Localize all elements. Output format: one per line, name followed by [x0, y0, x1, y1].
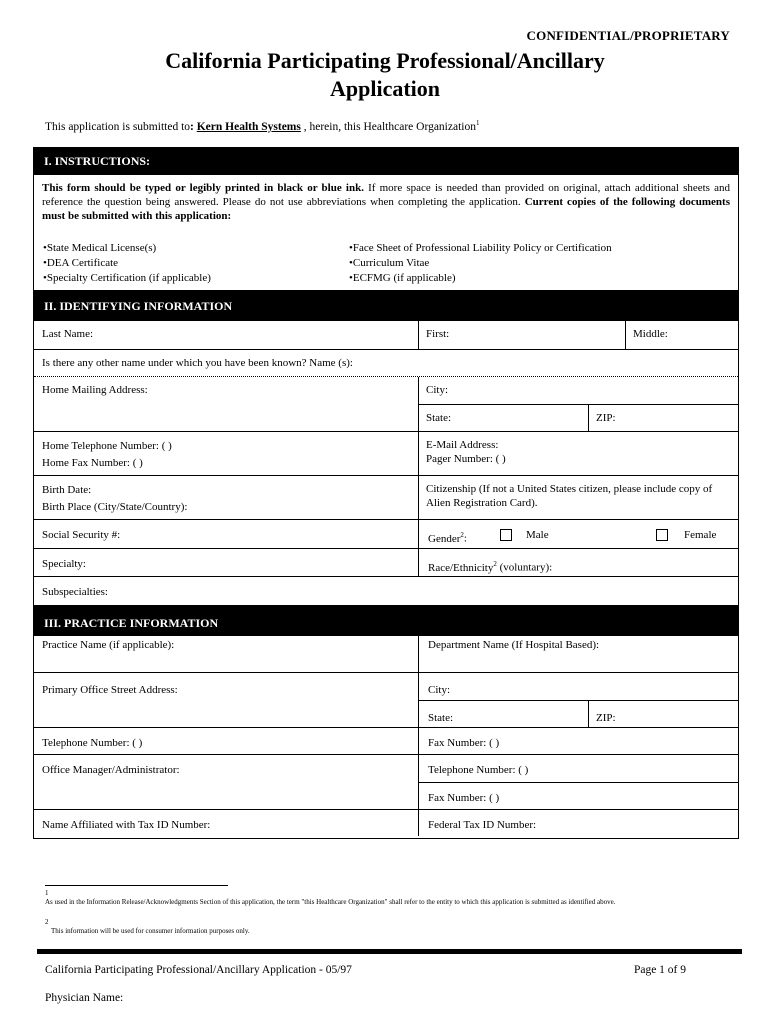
instructions-bold2: Current copies of the following documents must be submitted with this application: — [42, 196, 730, 222]
home-address-row — [34, 376, 738, 431]
office-phone-row — [34, 727, 738, 754]
instructions-text — [34, 175, 738, 223]
footnote-1 — [45, 889, 616, 906]
submission-prefix: This application is submitted to — [45, 120, 191, 133]
department-field[interactable]: Department Name (If Hospital Based): — [428, 639, 600, 651]
birth-place-field[interactable]: Birth Place (City/State/Country): — [42, 501, 188, 513]
application-form — [33, 147, 739, 839]
footnote-2-text: This information will be used for consumer information purposes only. — [51, 927, 250, 936]
office-address-row — [34, 672, 738, 727]
birth-date-field[interactable]: Birth Date: — [42, 484, 92, 496]
organization-name: Kern Health Systems — [196, 120, 301, 133]
doc-item: •Face Sheet of Professional Liability Policy or Certification — [349, 242, 612, 254]
tax-row — [34, 809, 738, 836]
form-title-line2: Application — [329, 76, 441, 101]
ssn-field[interactable]: Social Security #: — [42, 529, 121, 541]
instructions-bold1: This form should be typed or legibly printed in black or blue ink. — [42, 182, 364, 194]
doc-item: •State Medical License(s) — [43, 242, 157, 254]
race-field[interactable] — [418, 549, 738, 576]
middle-name-field[interactable]: Middle: — [633, 328, 668, 340]
citizenship-field[interactable]: Citizenship (If not a United States citizen, please include copy of Alien Registration Card). — [426, 483, 713, 509]
footer-page-number: Page 1 of 9 — [633, 964, 686, 976]
section-instructions-heading: I. INSTRUCTIONS: — [34, 147, 738, 175]
birth-cell — [34, 476, 418, 519]
specialty-field[interactable]: Specialty: — [42, 558, 86, 570]
office-city-field[interactable]: City: — [428, 684, 451, 696]
birth-row — [34, 475, 738, 519]
manager-phone-field[interactable]: Telephone Number: ( ) — [428, 764, 529, 776]
section-practice-heading: III. PRACTICE INFORMATION — [34, 605, 738, 636]
practice-name-row — [34, 636, 738, 672]
office-fax-field[interactable]: Fax Number: ( ) — [428, 737, 500, 749]
doc-item: •Curriculum Vitae — [349, 257, 430, 269]
home-state-field[interactable]: State: — [426, 412, 452, 424]
male-label: Male — [526, 529, 549, 541]
home-fax-field[interactable]: Home Fax Number: ( ) — [42, 457, 143, 469]
manager-fax-field[interactable]: Fax Number: ( ) — [428, 792, 500, 804]
female-label: Female — [684, 529, 717, 541]
footnote-ref-2: 2 — [493, 560, 497, 568]
office-address-field[interactable]: Primary Office Street Address: — [42, 684, 178, 696]
home-contact-row — [34, 431, 738, 475]
footnote-separator — [45, 885, 228, 886]
home-zip-field[interactable]: ZIP: — [596, 412, 616, 424]
required-documents-right — [349, 241, 612, 286]
home-city-field[interactable]: City: — [426, 384, 449, 396]
name-row — [34, 321, 738, 349]
home-address-field[interactable]: Home Mailing Address: — [42, 384, 148, 396]
tax-name-field[interactable]: Name Affiliated with Tax ID Number: — [42, 819, 211, 831]
footnote-ref-1: 1 — [475, 119, 480, 127]
race-suffix: (voluntary): — [496, 561, 553, 574]
confidential-label: CONFIDENTIAL/PROPRIETARY — [526, 28, 730, 43]
practice-name-field[interactable]: Practice Name (if applicable): — [42, 639, 175, 651]
doc-item: •ECFMG (if applicable) — [349, 272, 456, 284]
office-state-field[interactable]: State: — [428, 712, 454, 724]
home-phone-field[interactable]: Home Telephone Number: ( ) — [42, 440, 172, 452]
section-identifying-heading: II. IDENTIFYING INFORMATION — [34, 290, 738, 321]
office-phone-field[interactable]: Telephone Number: ( ) — [42, 737, 143, 749]
footnote-2-number: 2 — [45, 918, 49, 926]
footnote-1-text: As used in the Information Release/Acknowledgments Section of this application, the term "this Healthcare Organization" shall refer to the entity to which this application is submitted as identified above. — [45, 898, 616, 907]
submission-suffix: , herein, this Healthcare Organization — [303, 120, 476, 133]
required-documents-left — [43, 241, 211, 286]
instructions-normal1: If more space is needed than provided on original, attach additional sheets and reference the question being answered. Please do not use abbreviations when completing the application. — [42, 182, 731, 208]
male-checkbox[interactable] — [500, 529, 512, 541]
race-label: Race/Ethnicity — [428, 561, 494, 574]
instructions-block — [34, 175, 738, 290]
specialty-row — [34, 548, 738, 576]
federal-tax-id-field[interactable]: Federal Tax ID Number: — [428, 819, 537, 831]
office-manager-field[interactable]: Office Manager/Administrator: — [42, 764, 180, 776]
gender-label: Gender — [428, 532, 461, 545]
ssn-gender-row — [34, 519, 738, 548]
footer-document-title: California Participating Professional/Ancillary Application - 05/97 — [45, 964, 352, 976]
office-zip-field[interactable]: ZIP: — [596, 712, 616, 724]
other-name-row — [34, 349, 738, 376]
gender-colon: : — [463, 532, 467, 545]
subspecialties-row — [34, 576, 738, 605]
footnote-1-number: 1 — [45, 889, 49, 897]
pager-field[interactable]: Pager Number: ( ) — [426, 453, 506, 465]
home-phone-cell — [34, 432, 418, 475]
footer-rule — [37, 949, 742, 954]
form-title-line1: California Participating Professional/Ancillary — [165, 48, 605, 73]
doc-item: •Specialty Certification (if applicable) — [43, 272, 211, 284]
submission-statement — [45, 119, 479, 133]
gender-cell — [418, 520, 738, 548]
first-name-field[interactable]: First: — [426, 328, 450, 340]
email-pager-cell — [418, 432, 738, 475]
footnote-ref-2: 2 — [460, 531, 464, 539]
footnote-2 — [45, 918, 250, 935]
female-checkbox[interactable] — [656, 529, 668, 541]
office-manager-row — [34, 754, 738, 809]
submission-colon: : — [190, 120, 194, 133]
doc-item: •DEA Certificate — [43, 257, 119, 269]
other-name-field[interactable]: Is there any other name under which you have been known? Name (s): — [42, 357, 353, 369]
email-field[interactable]: E-Mail Address: — [426, 439, 499, 451]
subspecialties-field[interactable]: Subspecialties: — [42, 586, 108, 598]
physician-name-field[interactable]: Physician Name: — [45, 992, 124, 1004]
last-name-field[interactable]: Last Name: — [42, 328, 94, 340]
